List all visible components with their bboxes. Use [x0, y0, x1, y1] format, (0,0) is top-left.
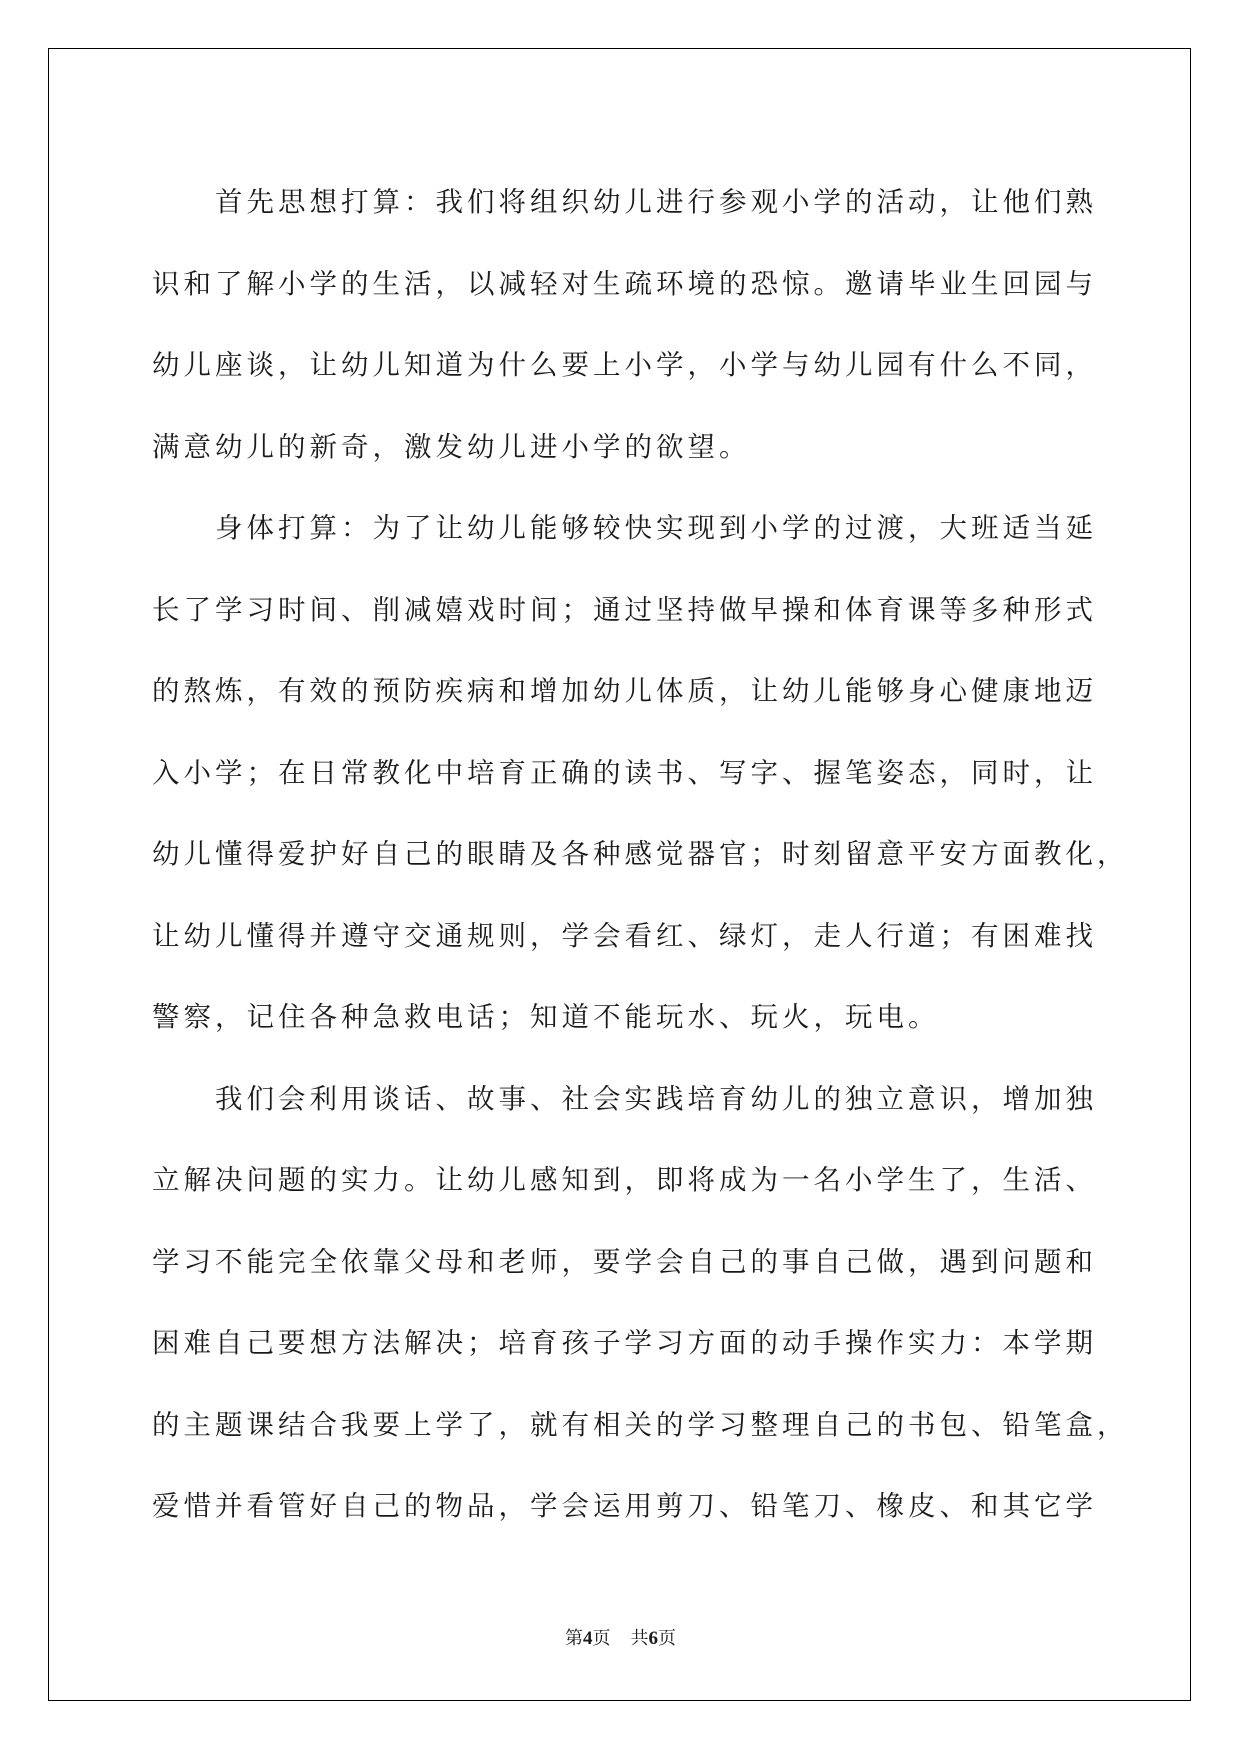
page-footer — [0, 1624, 1241, 1650]
paragraph-line: 警察，记住各种急救电话；知道不能玩水、玩火，玩电。 — [152, 1001, 940, 1033]
paragraph-line: 学习不能完全依靠父母和老师，要学会自己的事自己做，遇到问题和 — [152, 1245, 1097, 1278]
paragraph-line: 幼儿懂得爱护好自己的眼睛及各种感觉器官；时刻留意平安方面教化， — [152, 838, 1129, 870]
paragraph-line: 困难自己要想方法解决；培育孩子学习方面的动手操作实力：本学期 — [152, 1327, 1097, 1359]
page-number-suffix: 页 — [592, 1628, 611, 1649]
paragraph-line: 满意幼儿的新奇，激发幼儿进小学的欲望。 — [152, 430, 751, 463]
page-number-current: 4 — [583, 1628, 593, 1649]
paragraph-line: 首先思想打算：我们将组织幼儿进行参观小学的活动，让他们熟 — [215, 186, 1097, 218]
paragraph-line: 入小学；在日常教化中培育正确的读书、写字、握笔姿态，同时，让 — [152, 756, 1097, 789]
paragraph-line: 长了学习时间、削减嬉戏时间；通过坚持做早操和体育课等多种形式 — [152, 593, 1097, 626]
paragraph-line: 身体打算：为了让幼儿能够较快实现到小学的过渡，大班适当延 — [215, 512, 1097, 544]
page-total-suffix: 页 — [658, 1628, 676, 1649]
paragraph-line: 的熬炼，有效的预防疾病和增加幼儿体质，让幼儿能够身心健康地迈 — [152, 675, 1097, 707]
paragraph-line: 我们会利用谈话、故事、社会实践培育幼儿的独立意识，增加独 — [215, 1082, 1097, 1115]
document-body — [152, 162, 1129, 1548]
page-number-prefix: 第 — [565, 1628, 583, 1649]
paragraph-line: 识和了解小学的生活，以减轻对生疏环境的恐惊。邀请毕业生回园与 — [152, 267, 1097, 300]
paragraph-line: 的主题课结合我要上学了，就有相关的学习整理自己的书包、铅笔盒， — [152, 1408, 1129, 1441]
paragraph-line: 爱惜并看管好自己的物品，学会运用剪刀、铅笔刀、橡皮、和其它学 — [152, 1490, 1097, 1522]
paragraph-line: 立解决问题的实力。让幼儿感知到，即将成为一名小学生了，生活、 — [152, 1164, 1097, 1196]
page-total-prefix: 共 — [630, 1628, 649, 1649]
paragraph-line: 幼儿座谈，让幼儿知道为什么要上小学，小学与幼儿园有什么不同， — [152, 349, 1097, 381]
page-number-total: 6 — [648, 1628, 658, 1649]
paragraph-line: 让幼儿懂得并遵守交通规则，学会看红、绿灯，走人行道；有困难找 — [152, 919, 1097, 952]
